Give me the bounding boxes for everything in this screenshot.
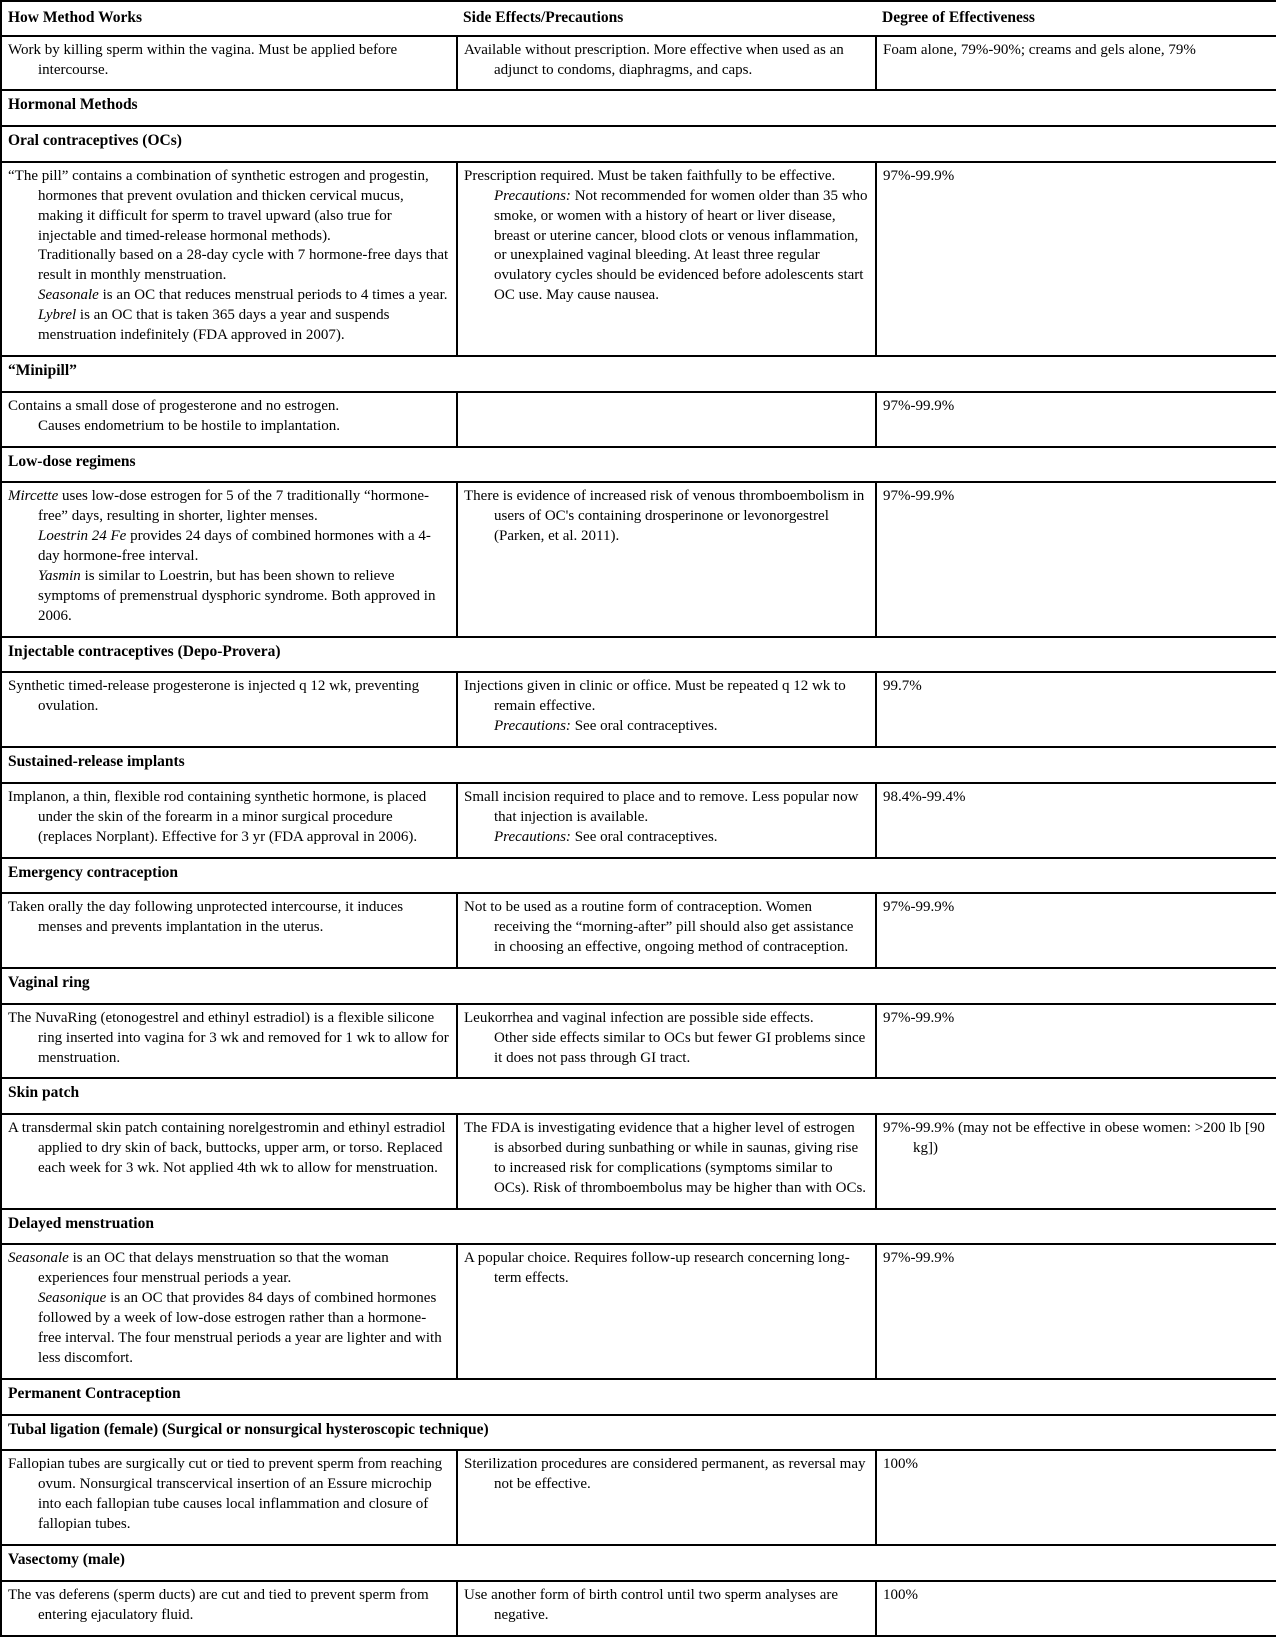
side-effects-cell: [457, 162, 876, 356]
paragraph: 97%-99.9%: [883, 167, 955, 184]
italic-term: Precautions:: [494, 187, 571, 204]
paragraph: Traditionally based on a 28-day cycle with 7 hormone-free days that result in monthly menstruation.: [38, 247, 449, 284]
italic-term: Yasmin: [38, 567, 81, 584]
section-row-sustained-release-implants: [1, 747, 1276, 783]
section-header-injectable-contraceptives-depo-provera: Injectable contraceptives (Depo-Provera): [1, 637, 1276, 673]
paragraph: Precautions: See oral contraceptives.: [494, 828, 718, 845]
section-header-hormonal-methods: Hormonal Methods: [1, 90, 1276, 126]
paragraph: Fallopian tubes are surgically cut or tied to prevent sperm from reaching ovum. Nonsurgical transcervical insertion of an Essure microchip into each fallopian tube causes local inflammation and closure of fallopian tubes.: [8, 1456, 443, 1533]
paragraph: Yasmin is similar to Loestrin, but has been shown to relieve symptoms of premenstrual dysphoric syndrome. Both approved in 2006.: [38, 567, 436, 624]
method-cell: [1, 783, 457, 858]
effectiveness-cell: [876, 893, 1276, 968]
method-cell: [1, 1244, 457, 1379]
effectiveness-cell: [876, 672, 1276, 747]
column-header-how-method-works: How Method Works: [1, 1, 457, 36]
table-row: [1, 783, 1276, 858]
paragraph: Other side effects similar to OCs but fewer GI problems since it does not pass through GI tract.: [494, 1029, 866, 1066]
paragraph: Foam alone, 79%-90%; creams and gels alone, 79%: [883, 41, 1196, 58]
table-row: [1, 1004, 1276, 1079]
paragraph: 98.4%-99.4%: [883, 788, 966, 805]
section-row-hormonal-methods: [1, 90, 1276, 126]
effectiveness-cell: [876, 1004, 1276, 1079]
paragraph: 100%: [883, 1586, 918, 1603]
table-row: [1, 1114, 1276, 1209]
effectiveness-cell: [876, 1581, 1276, 1636]
side-effects-cell: [457, 482, 876, 637]
method-cell: [1, 1004, 457, 1079]
section-row-injectable-contraceptives-depo-provera: [1, 637, 1276, 673]
italic-term: Precautions:: [494, 828, 571, 845]
section-header-delayed-menstruation: Delayed menstruation: [1, 1209, 1276, 1245]
italic-term: Seasonale: [38, 287, 99, 304]
paragraph: 97%-99.9%: [883, 488, 955, 505]
paragraph: Lybrel is an OC that is taken 365 days a year and suspends menstruation indefinitely (FDA approved in 2007).: [38, 307, 390, 344]
paragraph: Implanon, a thin, flexible rod containing synthetic hormone, is placed under the skin of the forearm in a minor surgical procedure (replaces Norplant). Effective for 3 yr (FDA approval in 2006).: [8, 788, 427, 845]
paragraph: Work by killing sperm within the vagina. Must be applied before intercourse.: [8, 41, 398, 78]
paragraph: 97%-99.9% (may not be effective in obese women: >200 lb [90 kg]): [883, 1120, 1265, 1157]
paragraph: 97%-99.9%: [883, 397, 955, 414]
section-row-oral-contraceptives-ocs: [1, 126, 1276, 162]
paragraph: Seasonale is an OC that reduces menstrual periods to 4 times a year.: [38, 287, 448, 304]
paragraph: Leukorrhea and vaginal infection are possible side effects.: [464, 1009, 814, 1026]
side-effects-cell: [457, 36, 876, 91]
column-header-degree-of-effectiveness: Degree of Effectiveness: [876, 1, 1276, 36]
method-cell: [1, 893, 457, 968]
side-effects-cell: [457, 1581, 876, 1636]
table-row: [1, 392, 1276, 447]
section-header-tubal-ligation-female-surgical-or-nonsur: Tubal ligation (female) (Surgical or nonsurgical hysteroscopic technique): [1, 1415, 1276, 1451]
paragraph: Taken orally the day following unprotected intercourse, it induces menses and prevents implantation in the uterus.: [8, 899, 404, 936]
effectiveness-cell: [876, 36, 1276, 91]
italic-term: Loestrin 24 Fe: [38, 528, 127, 545]
paragraph: Sterilization procedures are considered permanent, as reversal may not be effective.: [464, 1456, 866, 1493]
header-row: [1, 1, 1276, 36]
table-body: [1, 36, 1276, 1636]
method-cell: [1, 1581, 457, 1636]
section-row-vasectomy-male: [1, 1545, 1276, 1581]
section-row-emergency-contraception: [1, 858, 1276, 894]
method-cell: [1, 162, 457, 356]
side-effects-cell: [457, 893, 876, 968]
effectiveness-cell: [876, 162, 1276, 356]
paragraph: 100%: [883, 1456, 918, 1473]
table-row: [1, 1450, 1276, 1545]
section-row-permanent-contraception: [1, 1379, 1276, 1415]
method-cell: [1, 482, 457, 637]
section-header-vasectomy-male: Vasectomy (male): [1, 1545, 1276, 1581]
table-row: [1, 1581, 1276, 1636]
side-effects-cell: [457, 1004, 876, 1079]
paragraph: Precautions: See oral contraceptives.: [494, 718, 718, 735]
method-cell: [1, 672, 457, 747]
column-header-side-effects-precautions: Side Effects/Precautions: [457, 1, 876, 36]
italic-term: Lybrel: [38, 307, 77, 324]
effectiveness-cell: [876, 1450, 1276, 1545]
effectiveness-cell: [876, 392, 1276, 447]
section-header-vaginal-ring: Vaginal ring: [1, 968, 1276, 1004]
table-row: [1, 672, 1276, 747]
table-row: [1, 1244, 1276, 1379]
section-row-delayed-menstruation: [1, 1209, 1276, 1245]
section-row-low-dose-regimens: [1, 447, 1276, 483]
paragraph: Synthetic timed-release progesterone is injected q 12 wk, preventing ovulation.: [8, 678, 420, 715]
table-row: [1, 36, 1276, 91]
section-row-vaginal-ring: [1, 968, 1276, 1004]
section-row-tubal-ligation-female-surgical-or-nonsur: [1, 1415, 1276, 1451]
side-effects-cell: [457, 783, 876, 858]
paragraph: Precautions: Not recommended for women older than 35 who smoke, or women with a history of heart or liver disease, breast or uterine cancer, blood clots or venous inflammation, or unexplained vaginal bleeding. At least three regular ovulatory cycles should be evidenced before adolescents start OC use. May cause nausea.: [494, 187, 868, 304]
side-effects-cell: [457, 392, 876, 447]
paragraph: Loestrin 24 Fe provides 24 days of combined hormones with a 4-day hormone-free interval.: [38, 528, 431, 565]
effectiveness-cell: [876, 1114, 1276, 1209]
section-row-minipill: [1, 356, 1276, 392]
method-cell: [1, 36, 457, 91]
paragraph: Seasonique is an OC that provides 84 days of combined hormones followed by a week of low-dose estrogen rather than a hormone-free interval. The four menstrual periods a year are lighter and with less discomfort.: [38, 1290, 442, 1367]
paragraph: Mircette uses low-dose estrogen for 5 of the 7 traditionally “hormone-free” days, resulting in shorter, lighter menses.: [8, 488, 430, 525]
effectiveness-cell: [876, 482, 1276, 637]
section-header-low-dose-regimens: Low-dose regimens: [1, 447, 1276, 483]
section-header-permanent-contraception: Permanent Contraception: [1, 1379, 1276, 1415]
section-row-skin-patch: [1, 1078, 1276, 1114]
paragraph: A popular choice. Requires follow-up research concerning long-term effects.: [464, 1250, 850, 1287]
italic-term: Precautions:: [494, 718, 571, 735]
paragraph: Contains a small dose of progesterone and no estrogen.: [8, 397, 340, 414]
paragraph: 99.7%: [883, 678, 922, 695]
effectiveness-cell: [876, 1244, 1276, 1379]
paragraph: Seasonale is an OC that delays menstruation so that the woman experiences four menstrual periods a year.: [8, 1250, 389, 1287]
method-cell: [1, 392, 457, 447]
table-header: [1, 1, 1276, 36]
paragraph: Not to be used as a routine form of contraception. Women receiving the “morning-after” pill should also get assistance in choosing an effective, ongoing method of contraception.: [464, 899, 854, 956]
section-header-sustained-release-implants: Sustained-release implants: [1, 747, 1276, 783]
method-cell: [1, 1114, 457, 1209]
table-row: [1, 482, 1276, 637]
paragraph: There is evidence of increased risk of venous thromboembolism in users of OC's containing drosperinone or levonorgestrel (Parken, et al. 2011).: [464, 488, 865, 545]
paragraph: Causes endometrium to be hostile to implantation.: [38, 417, 341, 434]
italic-term: Mircette: [8, 488, 59, 505]
side-effects-cell: [457, 672, 876, 747]
section-header-skin-patch: Skin patch: [1, 1078, 1276, 1114]
method-cell: [1, 1450, 457, 1545]
paragraph: “The pill” contains a combination of synthetic estrogen and progestin, hormones that prevent ovulation and thicken cervical mucus, making it difficult for sperm to travel upward (also true for injectable and timed-release hormonal methods).: [8, 167, 429, 244]
paragraph: The vas deferens (sperm ducts) are cut and tied to prevent sperm from entering ejaculatory fluid.: [8, 1586, 429, 1623]
table-row: [1, 893, 1276, 968]
italic-term: Seasonale: [8, 1250, 69, 1267]
side-effects-cell: [457, 1244, 876, 1379]
paragraph: Available without prescription. More effective when used as an adjunct to condoms, diaphragms, and caps.: [464, 41, 844, 78]
side-effects-cell: [457, 1114, 876, 1209]
section-header-emergency-contraception: Emergency contraception: [1, 858, 1276, 894]
paragraph: 97%-99.9%: [883, 899, 955, 916]
paragraph: 97%-99.9%: [883, 1009, 955, 1026]
paragraph: The FDA is investigating evidence that a higher level of estrogen is absorbed during sunbathing or while in saunas, giving rise to increased risk for complications (symptoms similar to OCs). Risk of thromboembolus may be higher than with OCs.: [464, 1120, 867, 1196]
paragraph: Injections given in clinic or office. Must be repeated q 12 wk to remain effective.: [464, 678, 846, 715]
effectiveness-cell: [876, 783, 1276, 858]
paragraph: Prescription required. Must be taken faithfully to be effective.: [464, 167, 836, 184]
section-header-minipill: “Minipill”: [1, 356, 1276, 392]
paragraph: A transdermal skin patch containing norelgestromin and ethinyl estradiol applied to dry skin of back, buttocks, upper arm, or torso. Replaced each week for 3 wk. Not applied 4th wk to allow for menstruation.: [8, 1120, 446, 1176]
section-header-oral-contraceptives-ocs: Oral contraceptives (OCs): [1, 126, 1276, 162]
paragraph: Small incision required to place and to remove. Less popular now that injection is available.: [464, 788, 859, 825]
italic-term: Seasonique: [38, 1290, 107, 1307]
table-row: [1, 162, 1276, 356]
paragraph: The NuvaRing (etonogestrel and ethinyl estradiol) is a flexible silicone ring inserted into vagina for 3 wk and removed for 1 wk to allow for menstruation.: [8, 1009, 449, 1066]
side-effects-cell: [457, 1450, 876, 1545]
paragraph: 97%-99.9%: [883, 1250, 955, 1267]
paragraph: Use another form of birth control until two sperm analyses are negative.: [464, 1586, 839, 1623]
